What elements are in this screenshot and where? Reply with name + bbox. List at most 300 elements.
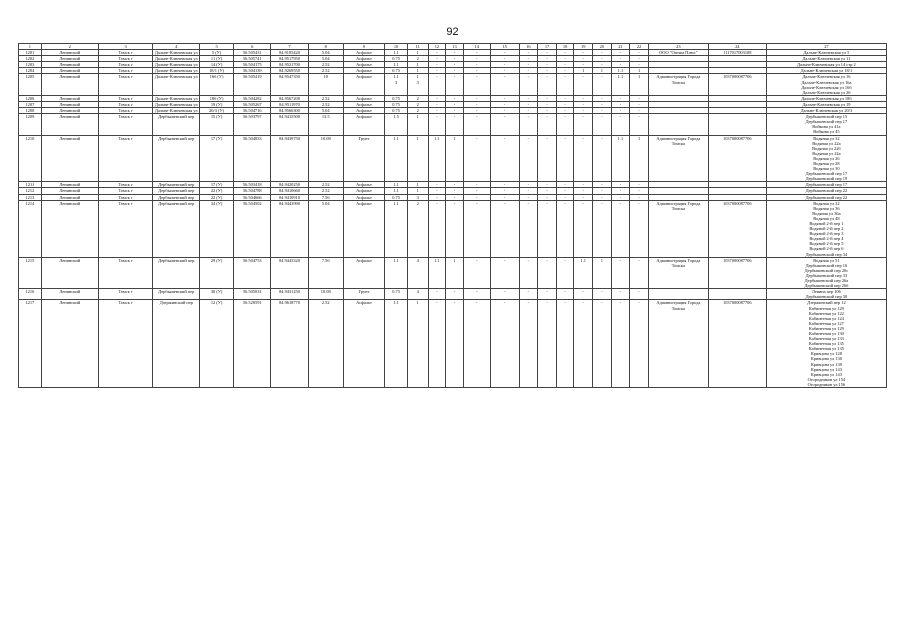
table-cell: 56.504139 [234, 68, 271, 74]
address-line: Кабинетная ул 130 [808, 330, 844, 336]
address-line: Кабинетная ул 129 [808, 305, 844, 311]
table-cell: Асфальт [343, 108, 384, 114]
table-cell: - [446, 300, 464, 388]
table-cell: - [556, 300, 574, 388]
header-cell: 13 [446, 44, 464, 50]
table-cell: - [630, 289, 649, 300]
table-cell: 1.5 [385, 114, 408, 135]
table-cell: - [556, 289, 574, 300]
address-line: Кривцова ул 143 [810, 366, 842, 372]
table-cell: 1206 [19, 95, 42, 101]
table-cell: 1.1 [385, 200, 408, 257]
table-cell: 10.08 [308, 289, 343, 300]
table-cell: 18б (У) [200, 95, 234, 101]
table-cell [708, 114, 766, 135]
table-cell: - [611, 300, 630, 388]
table-cell: 1.1 [385, 62, 408, 68]
address-line: Дальне-Ключевская ул 16а [801, 79, 852, 85]
table-cell: - [490, 74, 519, 95]
table-cell: - [490, 135, 519, 182]
table-cell: - [463, 56, 490, 62]
table-cell: Дербышевский пер [153, 257, 200, 289]
table-cell: - [593, 200, 612, 257]
address-list-cell [766, 114, 886, 135]
table-cell: - [556, 108, 574, 114]
table-cell: Ленинский [41, 200, 98, 257]
table-cell: - [519, 200, 538, 257]
table-cell: 1 [574, 68, 593, 74]
table-cell: - [519, 188, 538, 194]
table-cell: 0.75 [385, 101, 408, 107]
table-cell: 1037000087706 [708, 135, 766, 182]
header-cell: 9 [343, 44, 384, 50]
table-cell: - [593, 74, 612, 95]
header-cell: 4 [153, 44, 200, 50]
table-cell: 84.9521700 [271, 62, 308, 68]
table-cell: Ленинский [41, 108, 98, 114]
table-cell: 1201 [19, 50, 42, 56]
table-cell: Томск г [98, 188, 153, 194]
table-cell: - [446, 101, 464, 107]
table-cell: Томск г [98, 289, 153, 300]
table-cell: Томск г [98, 95, 153, 101]
table-cell: - [574, 188, 593, 194]
table-cell: - [463, 194, 490, 200]
table-cell: Асфальт [343, 74, 384, 95]
table-cell: Администрация Города Томска [648, 200, 708, 257]
table-cell: 1202 [19, 56, 42, 62]
table-cell: - [463, 50, 490, 56]
table-cell: - [519, 300, 538, 388]
table-cell: - [490, 101, 519, 107]
table-cell: - [556, 257, 574, 289]
table-cell: 1.1 [385, 182, 408, 188]
table-cell: 56.504502 [234, 200, 271, 257]
address-line: Водяная ул 48 [813, 215, 840, 221]
table-cell: - [611, 188, 630, 194]
table-cell: 84.9410910 [271, 194, 308, 200]
table-cell: 15 (У) [200, 114, 234, 135]
table-cell: Томск г [98, 135, 153, 182]
table-cell: - [490, 68, 519, 74]
table-cell: 1037000087706 [708, 257, 766, 289]
table-cell: - [574, 114, 593, 135]
table-cell: Асфальт [343, 101, 384, 107]
table-cell: - [446, 74, 464, 95]
address-line: Дальне-Ключевская ул 26 [802, 89, 851, 95]
table-cell: - [428, 68, 446, 74]
header-cell: 1 [19, 44, 42, 50]
table-cell: 56.504175 [234, 62, 271, 68]
table-cell: - [428, 200, 446, 257]
table-cell: 84.9269550 [271, 68, 308, 74]
table-cell: Асфальт [343, 56, 384, 62]
table-cell: - [463, 74, 490, 95]
table-cell: - [630, 50, 649, 56]
table-cell: Дальне-Ключевская ул [154, 68, 198, 74]
table-cell: Ленинский [41, 50, 98, 56]
table-cell: - [490, 200, 519, 257]
table-cell: Ленинский [41, 56, 98, 62]
table-cell: 1037000087706 [708, 200, 766, 257]
table-cell: 1.1 [385, 300, 408, 388]
table-cell: 1 [630, 68, 649, 74]
table-cell: 84.9431250 [271, 289, 308, 300]
table-cell: 1.1 [428, 257, 446, 289]
table-cell: - [538, 188, 557, 194]
table-cell: 56.520591 [234, 300, 271, 388]
table-cell: 1 [407, 188, 428, 194]
table-cell: 2.52 [308, 62, 343, 68]
table-cell: - [556, 62, 574, 68]
table-cell: - [490, 108, 519, 114]
table-cell: - [574, 135, 593, 182]
table-cell: - [611, 257, 630, 289]
table-cell: - [593, 101, 612, 107]
table-cell: Администрация Города Томска [648, 257, 708, 289]
address-line: Дербышевский пер 26а [804, 278, 849, 284]
table-cell: - [611, 95, 630, 101]
table-cell: - [556, 95, 574, 101]
table-cell: 1214 [19, 200, 42, 257]
table-cell: 84.9443320 [271, 257, 308, 289]
table-cell: - [428, 95, 446, 101]
table-row [19, 300, 887, 388]
table-cell: 56.504788 [234, 188, 271, 194]
table-cell: - [490, 289, 519, 300]
table-cell: 84.9443990 [271, 200, 308, 257]
table-cell: Дербышевский пер [153, 135, 200, 182]
table-cell: Томск г [98, 114, 153, 135]
table-cell: - [630, 62, 649, 68]
address-line: Дальне-Ключевская ул 11 [802, 56, 851, 62]
address-line: Огородников ул 156 [807, 381, 846, 387]
table-cell: 56.504666 [234, 194, 271, 200]
table-cell: Дербышевский пер [153, 200, 200, 257]
table-cell: Ленинский [41, 188, 98, 194]
table-cell: - [593, 108, 612, 114]
address-line: Войкова ул 41а [812, 124, 841, 130]
table-cell: Асфальт [343, 114, 384, 135]
table-cell: 1205 [19, 74, 42, 95]
table-cell: - [593, 50, 612, 56]
table-cell: - [428, 56, 446, 62]
table-cell: Ленинский [41, 62, 98, 68]
table-cell: 1.1 [611, 74, 630, 95]
table-cell: 1209 [19, 114, 42, 135]
address-line: Кабинетная ул 135 [808, 341, 844, 347]
address-line: Водяная ул 32 [813, 200, 840, 206]
table-cell: - [519, 257, 538, 289]
table-cell: - [446, 68, 464, 74]
address-line: Дербышевский пер 22 [805, 194, 848, 200]
table-cell: 22 (У) [200, 188, 234, 194]
table-cell: - [428, 300, 446, 388]
table-cell: 1.1 [385, 135, 408, 182]
table-row [19, 257, 887, 289]
table-cell: - [593, 194, 612, 200]
table-cell: Грунт [343, 135, 384, 182]
table-cell: Асфальт [343, 300, 384, 388]
table-cell: Ленинский [41, 194, 98, 200]
table-cell: - [519, 74, 538, 95]
table-cell: - [463, 62, 490, 68]
table-cell: 17 (У) [200, 135, 234, 182]
table-cell: - [593, 135, 612, 182]
table-cell: Дальне-Ключевская ул [154, 95, 198, 101]
table-cell: Томск г [98, 50, 153, 56]
table-cell: - [446, 56, 464, 62]
table-cell: 4 [407, 289, 428, 300]
table-cell: 2.52 [308, 101, 343, 107]
address-line: Дербышевский пер 17 [805, 182, 848, 188]
table-cell: 34 (У) [200, 200, 234, 257]
register-table [18, 43, 887, 388]
table-cell: - [593, 95, 612, 101]
table-cell: - [463, 200, 490, 257]
address-line: Дербышевский пер 34 [805, 251, 848, 257]
address-line: Водяной 2-й пер 4 [809, 236, 844, 242]
table-cell: 18/1 (У) [200, 68, 234, 74]
table-cell: - [538, 135, 557, 182]
header-cell: 14 [463, 44, 490, 50]
table-cell: - [630, 194, 649, 200]
table-cell: 84.9439750 [271, 135, 308, 182]
table-cell: - [593, 56, 612, 62]
address-line: Кабинетная ул 124 [808, 315, 844, 321]
table-cell: - [630, 257, 649, 289]
table-cell: 1.1 [385, 257, 408, 289]
table-cell: Томск г [98, 108, 153, 114]
address-line: Водяная ул 26 [813, 155, 840, 161]
address-line: Кабинетная ул 135 [808, 346, 844, 352]
table-cell: Дальне-Ключевская ул [153, 74, 200, 95]
table-cell: - [446, 50, 464, 56]
table-cell: - [574, 289, 593, 300]
table-cell: 1 [407, 135, 428, 182]
address-list-cell [766, 200, 886, 257]
address-line: Кривцова ул 139 [810, 361, 842, 367]
table-cell: 56.503797 [234, 114, 271, 135]
table-cell: 84.9415500 [271, 114, 308, 135]
address-line: Дзержинский пер 12 [807, 300, 846, 306]
table-cell: - [463, 95, 490, 101]
table-cell: - [538, 257, 557, 289]
table-cell: 1037000087706 [708, 300, 766, 388]
address-line: Дербышевский пер 30 [805, 294, 848, 300]
table-cell: Ленинский [41, 135, 98, 182]
address-list-cell [766, 135, 886, 182]
address-line: Огородников ул 154 [807, 376, 846, 382]
table-cell: 1.1 [611, 135, 630, 182]
table-cell: - [538, 300, 557, 388]
table-cell: 1210 [19, 135, 42, 182]
table-cell: - [428, 101, 446, 107]
table-cell: - [428, 74, 446, 95]
table-cell: Томск г [98, 182, 153, 188]
table-cell: 1037000087706 [708, 74, 766, 95]
address-list-cell [766, 257, 886, 289]
table-cell: - [446, 289, 464, 300]
header-cell: 24 [708, 44, 766, 50]
table-cell: 84.9420250 [271, 182, 308, 188]
table-cell: 56.503418 [234, 182, 271, 188]
table-cell: - [574, 194, 593, 200]
table-cell: - [446, 194, 464, 200]
table-cell: - [446, 182, 464, 188]
table-cell: 1 [407, 62, 428, 68]
address-line: Водяной 2-й пер 2 [809, 226, 844, 232]
table-cell: - [611, 62, 630, 68]
table-cell: 56.505267 [234, 101, 271, 107]
table-cell: - [611, 182, 630, 188]
table-cell: - [630, 182, 649, 188]
table-cell: - [463, 257, 490, 289]
address-line: Дербышевский пер 19 [805, 176, 848, 182]
table-cell: 84.9547350 [271, 74, 308, 95]
table-cell: Дербышевский пер [153, 182, 200, 188]
address-list-cell [766, 289, 886, 300]
table-cell: - [556, 50, 574, 56]
table-cell: Асфальт [343, 194, 384, 200]
address-line: Дербышевский пер 17 [805, 119, 848, 125]
table-cell: - [519, 56, 538, 62]
table-cell: - [630, 101, 649, 107]
table-cell: 16б (У) [200, 74, 234, 95]
table-cell: - [519, 114, 538, 135]
header-cell: 21 [611, 44, 630, 50]
table-cell: - [556, 101, 574, 107]
table-cell: Дзержинский пер [153, 300, 200, 388]
table-cell: - [463, 182, 490, 188]
table-cell: - [490, 194, 519, 200]
table-cell: 56.504833 [234, 135, 271, 182]
table-cell: 0.75 [385, 95, 408, 101]
table-cell: - [428, 50, 446, 56]
address-line: Водяная ул 36 [813, 205, 840, 211]
table-cell: Ленинский [41, 182, 98, 188]
table-cell: - [519, 68, 538, 74]
table-cell: - [490, 188, 519, 194]
table-cell: - [630, 114, 649, 135]
table-cell: - [538, 200, 557, 257]
table-cell: - [490, 62, 519, 68]
table-cell: - [556, 74, 574, 95]
table-cell: - [463, 114, 490, 135]
table-cell: Дальне-Ключевская ул [154, 108, 198, 114]
table-cell: - [519, 95, 538, 101]
table-cell: 0.75 [385, 56, 408, 62]
table-cell: 84.9517950 [271, 56, 308, 62]
table-cell: Асфальт [343, 95, 384, 101]
table-cell: Томск г [98, 300, 153, 388]
table-cell: Ленинский [41, 101, 98, 107]
table-cell: Ленинский [41, 257, 98, 289]
table-row [19, 135, 887, 182]
address-line: Левина пер 106 [811, 289, 841, 295]
table-cell: - [490, 257, 519, 289]
table-cell: 30 (У) [200, 289, 234, 300]
table-row [19, 200, 887, 257]
address-line: Дербышевский пер 15 [805, 114, 848, 120]
table-cell: - [538, 50, 557, 56]
table-cell: 2.52 [308, 95, 343, 101]
table-cell: - [630, 108, 649, 114]
table-cell: - [446, 95, 464, 101]
header-cell: 7 [271, 44, 308, 50]
table-cell: 5.04 [308, 50, 343, 56]
table-cell: - [630, 300, 649, 388]
table-cell: - [593, 188, 612, 194]
table-cell: Томск г [98, 194, 153, 200]
table-cell: Ленинский [41, 74, 98, 95]
table-cell: - [593, 300, 612, 388]
table-cell: - [630, 95, 649, 101]
table-cell: 1 [407, 300, 428, 388]
header-cell: 5 [200, 44, 234, 50]
table-cell: Дербышевский пер [153, 114, 200, 135]
table-cell: Ленинский [41, 95, 98, 101]
table-cell: Асфальт [343, 188, 384, 194]
table-cell: 84.9511970 [271, 101, 308, 107]
address-line: Дальне-Ключевская ул 18/1 [800, 68, 853, 74]
address-line: Водяная ул 30 [813, 166, 840, 172]
table-cell: - [490, 114, 519, 135]
table-cell: 5 (У) [200, 50, 234, 56]
table-cell: - [538, 74, 557, 95]
header-cell: 8 [308, 44, 343, 50]
table-cell: - [574, 300, 593, 388]
table-cell: - [446, 108, 464, 114]
address-line: Кривцова ул 130 [810, 356, 842, 362]
table-cell: Администрация Города Томска [648, 74, 708, 95]
table-cell: 14 (У) [200, 62, 234, 68]
table-cell: 84.9618770 [271, 300, 308, 388]
table-cell: - [556, 200, 574, 257]
address-line: Водяной 2-й пер 3 [809, 231, 844, 237]
table-cell: - [630, 188, 649, 194]
table-cell: 5.04 [308, 56, 343, 62]
table-cell: 1 [593, 68, 612, 74]
table-cell: 22 (У) [200, 194, 234, 200]
table-cell: - [556, 68, 574, 74]
address-line: Водяной 2-й пер 6 [809, 246, 844, 252]
table-cell: - [538, 194, 557, 200]
table-cell: 1216 [19, 289, 42, 300]
table-cell: - [519, 50, 538, 56]
table-cell: - [611, 108, 630, 114]
table-cell: - [428, 114, 446, 135]
table-cell: Томск г [98, 200, 153, 257]
table-cell: - [593, 62, 612, 68]
table-cell: 1 3 [407, 74, 428, 95]
table-cell: Асфальт [343, 50, 384, 56]
address-line: Водяной 2-й пер 1 [809, 221, 844, 226]
table-cell: 2 [407, 56, 428, 62]
table-cell: - [538, 95, 557, 101]
table-cell: 1.1 [574, 257, 593, 289]
table-cell: 1 [446, 257, 464, 289]
table-cell: 1 [446, 135, 464, 182]
table-cell: - [556, 56, 574, 62]
table-cell: - [490, 95, 519, 101]
table-cell [648, 289, 708, 300]
table-cell: - [556, 182, 574, 188]
table-cell: - [574, 50, 593, 56]
table-cell: 2 [407, 95, 428, 101]
address-line: Дальне-Ключевская ул 16б [801, 84, 852, 90]
table-cell: 1.1 [611, 68, 630, 74]
